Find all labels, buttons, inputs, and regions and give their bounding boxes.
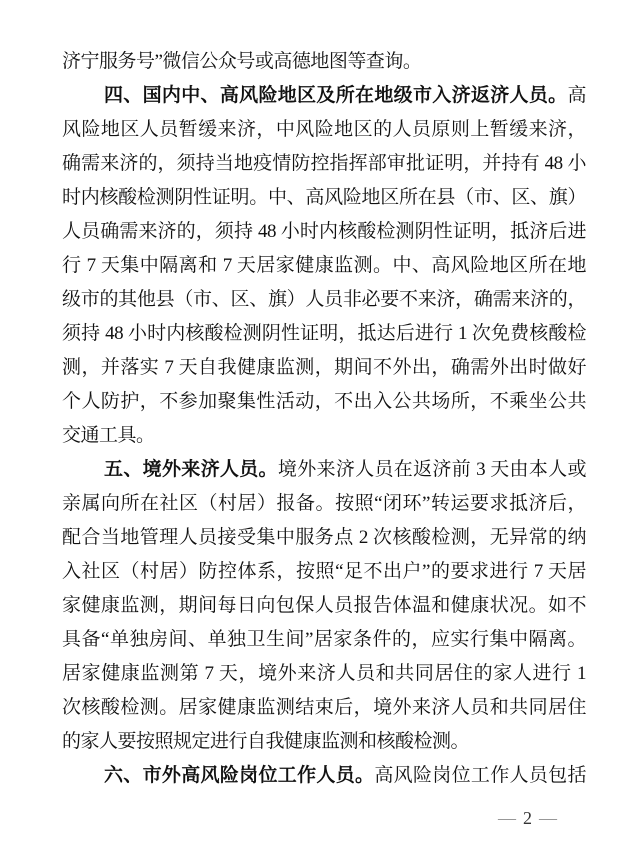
body-text-run: 亲属向所在社区（村居）报备。按照“闭环”转运要求抵济后， [62, 493, 586, 514]
text-line [62, 147, 586, 181]
page-number-right-dash: — [539, 808, 558, 828]
text-line [62, 45, 586, 79]
body-text-run: 确需来济的，须持当地疫情防控指挥部审批证明，并持有 48 小 [62, 153, 586, 174]
page-number-value: 2 [523, 808, 533, 828]
body-text-run: 的家人要按照规定进行自我健康监测和核酸检测。 [62, 731, 470, 752]
body-text-run: 级市的其他县（市、区、旗）人员非必要不来济，确需来济的， [62, 289, 586, 310]
body-text-run: 居家健康监测第 7 天，境外来济人员和共同居住的家人进行 1 [62, 663, 586, 684]
text-line [62, 725, 586, 759]
body-text-run: 交通工具。 [62, 425, 155, 446]
body-text-run: 高 [567, 85, 586, 106]
body-text-run: 行 7 天集中隔离和 7 天居家健康监测。中、高风险地区所在地 [62, 255, 586, 276]
body-text-run: 境外来济人员在返济前 3 天由本人或 [277, 459, 586, 480]
text-line [62, 521, 586, 555]
body-text-run: 入社区（村居）防控体系，按照“足不出户”的要求进行 7 天居 [62, 561, 586, 582]
text-line [62, 181, 586, 215]
text-line [62, 487, 586, 521]
text-line [62, 317, 586, 351]
text-line [62, 419, 586, 453]
body-text-run: 个人防护，不参加聚集性活动，不出入公共场所，不乘坐公共 [62, 391, 586, 412]
body-text-run: 高风险岗位工作人员包括 [374, 765, 586, 786]
text-line [62, 453, 586, 487]
text-line [62, 589, 586, 623]
body-text-run: 风险地区人员暂缓来济，中风险地区的人员原则上暂缓来济， [62, 119, 586, 140]
text-line [62, 215, 586, 249]
heading-run: 四、国内中、高风险地区及所在地级市入济返济人员。 [104, 85, 568, 106]
body-text-run: 须持 48 小时内核酸检测阴性证明，抵达后进行 1 次免费核酸检 [62, 323, 586, 344]
text-line [62, 113, 586, 147]
text-line [62, 283, 586, 317]
text-line [62, 79, 586, 113]
body-text-run: 具备“单独房间、单独卫生间”居家条件的，应实行集中隔离。 [62, 629, 586, 650]
body-text-run: 次核酸检测。居家健康监测结束后，境外来济人员和共同居住 [62, 697, 586, 718]
body-text-run: 家健康监测，期间每日向包保人员报告体温和健康状况。如不 [62, 595, 586, 616]
body-text-run: 人员确需来济的，须持 48 小时内核酸检测阴性证明，抵济后进 [62, 221, 586, 242]
text-line [62, 623, 586, 657]
text-line [62, 351, 586, 385]
text-line [62, 759, 586, 793]
document-body [62, 45, 586, 793]
heading-run: 五、境外来济人员。 [104, 459, 278, 480]
page-number-left-dash: — [498, 808, 517, 828]
body-text-run: 测，并落实 7 天自我健康监测，期间不外出，确需外出时做好 [62, 357, 586, 378]
text-line [62, 249, 586, 283]
text-line [62, 385, 586, 419]
body-text-run: 配合当地管理人员接受集中服务点 2 次核酸检测，无异常的纳 [62, 527, 586, 548]
body-text-run: 济宁服务号”微信公众号或高德地图等查询。 [62, 51, 422, 72]
heading-run: 六、市外高风险岗位工作人员。 [104, 765, 375, 786]
body-text-run: 时内核酸检测阴性证明。中、高风险地区所在县（市、区、旗） [62, 187, 586, 208]
text-line [62, 657, 586, 691]
text-line [62, 691, 586, 725]
page-number [492, 806, 564, 830]
text-line [62, 555, 586, 589]
